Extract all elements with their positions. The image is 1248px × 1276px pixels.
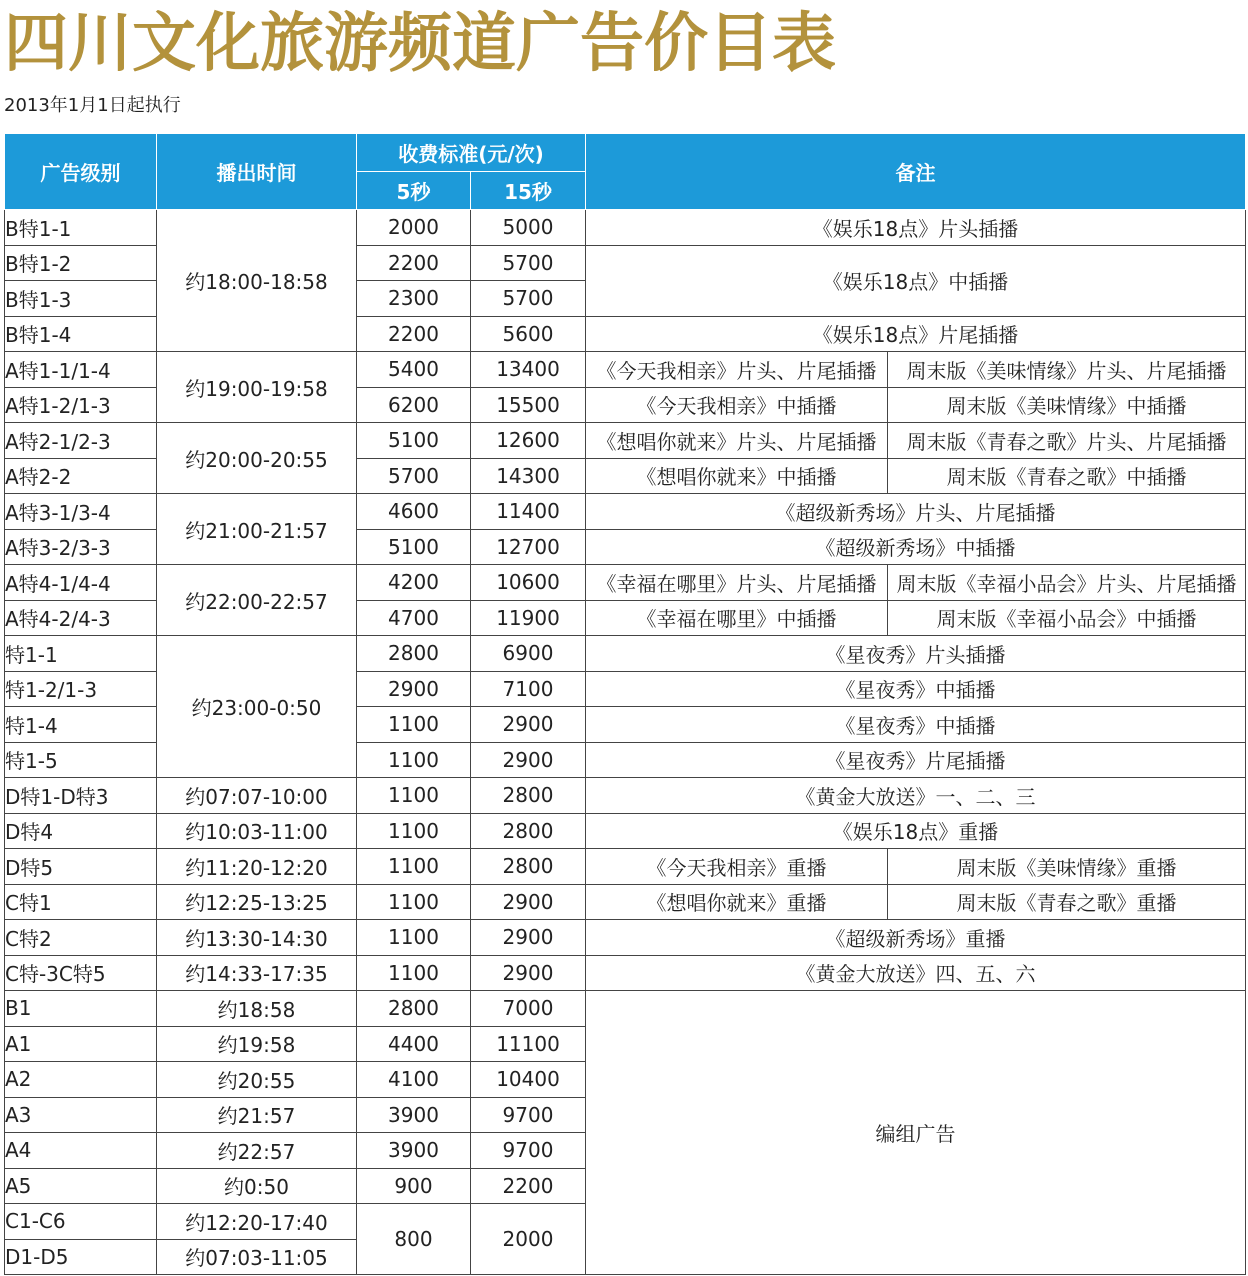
price-15s-cell: 10600 [471, 565, 586, 601]
price-5s-cell: 2300 [357, 281, 471, 317]
time-cell: 约07:03-11:05 [157, 1239, 357, 1275]
grade-cell: B特1-1 [5, 210, 157, 246]
price-5s-cell: 800 [357, 1204, 471, 1275]
table-row [5, 210, 1246, 246]
time-cell: 约13:30-14:30 [157, 920, 357, 956]
grade-cell: A1 [5, 1026, 157, 1062]
note-weekday-cell: 《想唱你就来》中插播 [586, 458, 888, 494]
price-5s-cell: 4400 [357, 1026, 471, 1062]
note-weekend-cell: 周末版《美味情缘》中插播 [888, 387, 1246, 423]
price-5s-cell: 2900 [357, 671, 471, 707]
time-cell: 约21:00-21:57 [157, 494, 357, 565]
price-5s-cell: 2000 [357, 210, 471, 246]
time-cell: 约22:57 [157, 1133, 357, 1169]
time-cell: 约19:58 [157, 1026, 357, 1062]
price-5s-cell: 1100 [357, 707, 471, 743]
price-5s-cell: 2200 [357, 245, 471, 281]
note-cell: 《娱乐18点》片尾插播 [586, 316, 1246, 352]
price-15s-cell: 12600 [471, 423, 586, 459]
price-15s-cell: 13400 [471, 352, 586, 388]
price-5s-cell: 900 [357, 1168, 471, 1204]
price-5s-cell: 4700 [357, 600, 471, 636]
price-15s-cell: 11900 [471, 600, 586, 636]
table-row [5, 920, 1246, 956]
grade-cell: D特1-D特3 [5, 778, 157, 814]
page-title: 四川文化旅游频道广告价目表 [4, 6, 836, 81]
grade-cell: 特1-5 [5, 742, 157, 778]
price-5s-cell: 5700 [357, 458, 471, 494]
header-grade: 广告级别 [5, 134, 157, 210]
rate-table [4, 133, 1246, 1275]
table-row [5, 565, 1246, 601]
note-cell: 《超级新秀场》重播 [586, 920, 1246, 956]
price-5s-cell: 5100 [357, 529, 471, 565]
grade-cell: A特4-2/4-3 [5, 600, 157, 636]
header-15s: 15秒 [471, 172, 586, 210]
price-5s-cell: 2200 [357, 316, 471, 352]
price-15s-cell: 2800 [471, 849, 586, 885]
time-cell: 约20:55 [157, 1062, 357, 1098]
note-cell: 《超级新秀场》中插播 [586, 529, 1246, 565]
price-5s-cell: 5100 [357, 423, 471, 459]
grade-cell: A特2-1/2-3 [5, 423, 157, 459]
price-15s-cell: 2900 [471, 920, 586, 956]
note-cell: 《星夜秀》中插播 [586, 671, 1246, 707]
price-15s-cell: 5000 [471, 210, 586, 246]
time-cell: 约22:00-22:57 [157, 565, 357, 636]
price-15s-cell: 2900 [471, 955, 586, 991]
grade-cell: 特1-2/1-3 [5, 671, 157, 707]
note-weekend-cell: 周末版《幸福小品会》片头、片尾插播 [888, 565, 1246, 601]
table-row [5, 849, 1246, 885]
table-row [5, 813, 1246, 849]
time-cell: 约19:00-19:58 [157, 352, 357, 423]
note-weekday-cell: 《今天我相亲》中插播 [586, 387, 888, 423]
time-cell: 约10:03-11:00 [157, 813, 357, 849]
grade-cell: A特3-1/3-4 [5, 494, 157, 530]
price-15s-cell: 7100 [471, 671, 586, 707]
price-15s-cell: 5700 [471, 245, 586, 281]
note-weekday-cell: 《幸福在哪里》片头、片尾插播 [586, 565, 888, 601]
grade-cell: A特1-1/1-4 [5, 352, 157, 388]
table-row [5, 636, 1246, 672]
grade-cell: B特1-3 [5, 281, 157, 317]
grade-cell: D特5 [5, 849, 157, 885]
header-note: 备注 [586, 134, 1246, 210]
price-15s-cell: 10400 [471, 1062, 586, 1098]
header-fee: 收费标准(元/次) [357, 134, 586, 172]
grade-cell: C1-C6 [5, 1204, 157, 1240]
price-15s-cell: 11400 [471, 494, 586, 530]
price-15s-cell: 6900 [471, 636, 586, 672]
time-cell: 约14:33-17:35 [157, 955, 357, 991]
note-cell: 《娱乐18点》中插播 [586, 245, 1246, 316]
grade-cell: B1 [5, 991, 157, 1027]
grade-cell: C特1 [5, 884, 157, 920]
price-5s-cell: 1100 [357, 955, 471, 991]
note-cell: 《星夜秀》中插播 [586, 707, 1246, 743]
table-row [5, 884, 1246, 920]
price-15s-cell: 11100 [471, 1026, 586, 1062]
note-cell: 《星夜秀》片头插播 [586, 636, 1246, 672]
price-15s-cell: 2800 [471, 778, 586, 814]
price-15s-cell: 7000 [471, 991, 586, 1027]
note-cell: 《黄金大放送》四、五、六 [586, 955, 1246, 991]
time-cell: 约21:57 [157, 1097, 357, 1133]
grade-cell: 特1-4 [5, 707, 157, 743]
note-cell: 《超级新秀场》片头、片尾插播 [586, 494, 1246, 530]
price-5s-cell: 1100 [357, 884, 471, 920]
grade-cell: A特2-2 [5, 458, 157, 494]
grade-cell: A特3-2/3-3 [5, 529, 157, 565]
table-row [5, 494, 1246, 530]
grade-cell: A特4-1/4-4 [5, 565, 157, 601]
grade-cell: C特-3C特5 [5, 955, 157, 991]
table-row [5, 778, 1246, 814]
note-cell: 《娱乐18点》片头插播 [586, 210, 1246, 246]
grade-cell: C特2 [5, 920, 157, 956]
table-row [5, 352, 1246, 388]
note-cell: 《黄金大放送》一、二、三 [586, 778, 1246, 814]
note-weekday-cell: 《幸福在哪里》中插播 [586, 600, 888, 636]
price-5s-cell: 1100 [357, 813, 471, 849]
grade-cell: A3 [5, 1097, 157, 1133]
price-5s-cell: 5400 [357, 352, 471, 388]
grade-cell: D1-D5 [5, 1239, 157, 1275]
note-weekday-cell: 《今天我相亲》片头、片尾插播 [586, 352, 888, 388]
time-cell: 约11:20-12:20 [157, 849, 357, 885]
price-5s-cell: 6200 [357, 387, 471, 423]
note-weekend-cell: 周末版《美味情缘》片头、片尾插播 [888, 352, 1246, 388]
time-cell: 约0:50 [157, 1168, 357, 1204]
time-cell: 约18:00-18:58 [157, 210, 357, 352]
price-5s-cell: 3900 [357, 1097, 471, 1133]
note-weekend-cell: 周末版《幸福小品会》中插播 [888, 600, 1246, 636]
time-cell: 约07:07-10:00 [157, 778, 357, 814]
price-5s-cell: 2800 [357, 636, 471, 672]
price-15s-cell: 2800 [471, 813, 586, 849]
note-cell: 《娱乐18点》重播 [586, 813, 1246, 849]
grade-cell: A4 [5, 1133, 157, 1169]
note-cell: 《星夜秀》片尾插播 [586, 742, 1246, 778]
note-weekday-cell: 《今天我相亲》重播 [586, 849, 888, 885]
price-5s-cell: 4100 [357, 1062, 471, 1098]
price-5s-cell: 1100 [357, 920, 471, 956]
grade-cell: A2 [5, 1062, 157, 1098]
price-15s-cell: 12700 [471, 529, 586, 565]
grade-cell: B特1-2 [5, 245, 157, 281]
price-5s-cell: 1100 [357, 849, 471, 885]
note-weekday-cell: 《想唱你就来》重播 [586, 884, 888, 920]
note-weekend-cell: 周末版《青春之歌》片头、片尾插播 [888, 423, 1246, 459]
price-15s-cell: 2000 [471, 1204, 586, 1275]
price-15s-cell: 14300 [471, 458, 586, 494]
price-15s-cell: 5700 [471, 281, 586, 317]
header-time: 播出时间 [157, 134, 357, 210]
note-cell: 编组广告 [586, 991, 1246, 1275]
table-row [5, 955, 1246, 991]
time-cell: 约18:58 [157, 991, 357, 1027]
price-15s-cell: 5600 [471, 316, 586, 352]
price-15s-cell: 2900 [471, 742, 586, 778]
price-15s-cell: 15500 [471, 387, 586, 423]
time-cell: 约20:00-20:55 [157, 423, 357, 494]
price-15s-cell: 2900 [471, 707, 586, 743]
table-row [5, 991, 1246, 1027]
grade-cell: D特4 [5, 813, 157, 849]
price-15s-cell: 2200 [471, 1168, 586, 1204]
price-15s-cell: 9700 [471, 1097, 586, 1133]
price-5s-cell: 2800 [357, 991, 471, 1027]
price-5s-cell: 4200 [357, 565, 471, 601]
time-cell: 约12:20-17:40 [157, 1204, 357, 1240]
header-5s: 5秒 [357, 172, 471, 210]
price-5s-cell: 3900 [357, 1133, 471, 1169]
price-5s-cell: 1100 [357, 778, 471, 814]
grade-cell: B特1-4 [5, 316, 157, 352]
price-5s-cell: 4600 [357, 494, 471, 530]
note-weekend-cell: 周末版《美味情缘》重播 [888, 849, 1246, 885]
time-cell: 约23:00-0:50 [157, 636, 357, 778]
note-weekend-cell: 周末版《青春之歌》重播 [888, 884, 1246, 920]
grade-cell: 特1-1 [5, 636, 157, 672]
price-5s-cell: 1100 [357, 742, 471, 778]
grade-cell: A5 [5, 1168, 157, 1204]
note-weekday-cell: 《想唱你就来》片头、片尾插播 [586, 423, 888, 459]
grade-cell: A特1-2/1-3 [5, 387, 157, 423]
price-15s-cell: 2900 [471, 884, 586, 920]
note-weekend-cell: 周末版《青春之歌》中插播 [888, 458, 1246, 494]
price-15s-cell: 9700 [471, 1133, 586, 1169]
table-row [5, 423, 1246, 459]
time-cell: 约12:25-13:25 [157, 884, 357, 920]
effective-date: 2013年1月1日起执行 [4, 95, 181, 116]
